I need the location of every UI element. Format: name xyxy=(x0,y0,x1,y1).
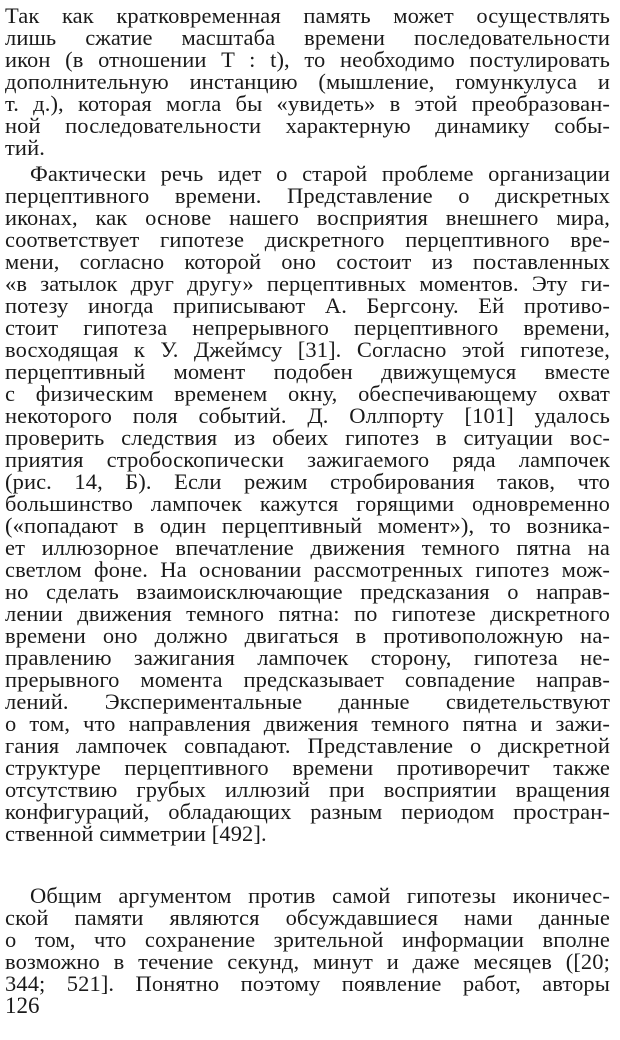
text-line: Общим аргументом против самой гипотезы иконичес- xyxy=(30,883,610,908)
text-line: некоторого поля событий. Д. Оллпорту [101] удалось xyxy=(5,403,610,428)
text-line: икон (в отношении T : t), то необходимо постулировать xyxy=(5,47,610,72)
text-line: проверить следствия из обеих гипотез в ситуации вос- xyxy=(5,425,610,450)
text-line: дополнительную инстанцию (мышление, гомункулуса и xyxy=(5,69,610,94)
text-line: гания лампочек совпадают. Представление о дискретной xyxy=(5,733,610,758)
text-line: перцептивный момент подобен движущемуся вместе xyxy=(5,359,610,384)
text-line: (рис. 14, Б). Если режим стробирования таков, что xyxy=(5,469,610,494)
text-line: «в затылок друг другу» перцептивных моментов. Эту ги- xyxy=(5,271,610,296)
text-line: перцептивного времени. Представление о дискретных xyxy=(5,183,610,208)
text-line: («попадают в один перцептивный момент»), то возника- xyxy=(5,513,610,538)
text-line: но сделать взаимоисключающие предсказания о направ- xyxy=(5,579,610,604)
text-line: т. д.), которая могла бы «увидеть» в этой преобразован- xyxy=(5,91,610,116)
text-line: прерывного момента предсказывает совпадение направ- xyxy=(5,667,610,692)
text-line: ственной симметрии [492]. xyxy=(5,821,267,846)
text-line: мени, согласно которой оно состоит из поставленных xyxy=(5,249,610,274)
text-line: 344; 521]. Понятно поэтому появление работ, авторы xyxy=(5,971,610,996)
text-line: приятия стробоскопически зажигаемого ряда лампочек xyxy=(5,447,610,472)
text-line: о том, что направления движения темного пятна и зажи- xyxy=(5,711,610,736)
text-line: светлом фоне. На основании рассмотренных гипотез мож- xyxy=(5,557,610,582)
text-line: правлению зажигания лампочек сторону, гипотеза не- xyxy=(5,645,610,670)
text-line: лении движения темного пятна: по гипотезе дискретного xyxy=(5,601,610,626)
text-line: ской памяти являются обсуждавшиеся нами данные xyxy=(5,905,610,930)
text-line: большинство лампочек кажутся горящими одновременно xyxy=(5,491,610,516)
text-line: Так как кратковременная память может осуществлять xyxy=(5,3,610,28)
text-line: лишь сжатие масштаба времени последовательности xyxy=(5,25,610,50)
text-line: о том, что сохранение зрительной информации вполне xyxy=(5,927,610,952)
text-line: стоит гипотеза непрерывного перцептивного времени, xyxy=(5,315,610,340)
text-line: отсутствию грубых иллюзий при восприятии вращения xyxy=(5,777,610,802)
text-line: конфигураций, обладающих разным периодом простран- xyxy=(5,799,610,824)
text-line: лений. Экспериментальные данные свидетельствуют xyxy=(5,689,610,714)
text-line: ет иллюзорное впечатление движения темного пятна на xyxy=(5,535,610,560)
text-line: тий. xyxy=(5,135,45,160)
text-line: Фактически речь идет о старой проблеме организации xyxy=(30,161,610,186)
text-line: восходящая к У. Джеймсу [31]. Согласно этой гипотезе, xyxy=(5,337,610,362)
text-line: потезу иногда приписывают А. Бергсону. Ей противо- xyxy=(5,293,610,318)
text-line: структуре перцептивного времени противоречит также xyxy=(5,755,610,780)
text-line: ной последовательности характерную динамику собы- xyxy=(5,113,610,138)
text-line: времени оно должно двигаться в противоположную на- xyxy=(5,623,610,648)
page-number: 126 xyxy=(5,993,40,1018)
text-line: с физическим временем окну, обеспечивающему охват xyxy=(5,381,610,406)
text-line: иконах, как основе нашего восприятия внешнего мира, xyxy=(5,205,610,230)
text-line: возможно в течение секунд, минут и даже месяцев ([20; xyxy=(5,949,610,974)
text-line: соответствует гипотезе дискретного перцептивного вре- xyxy=(5,227,610,252)
